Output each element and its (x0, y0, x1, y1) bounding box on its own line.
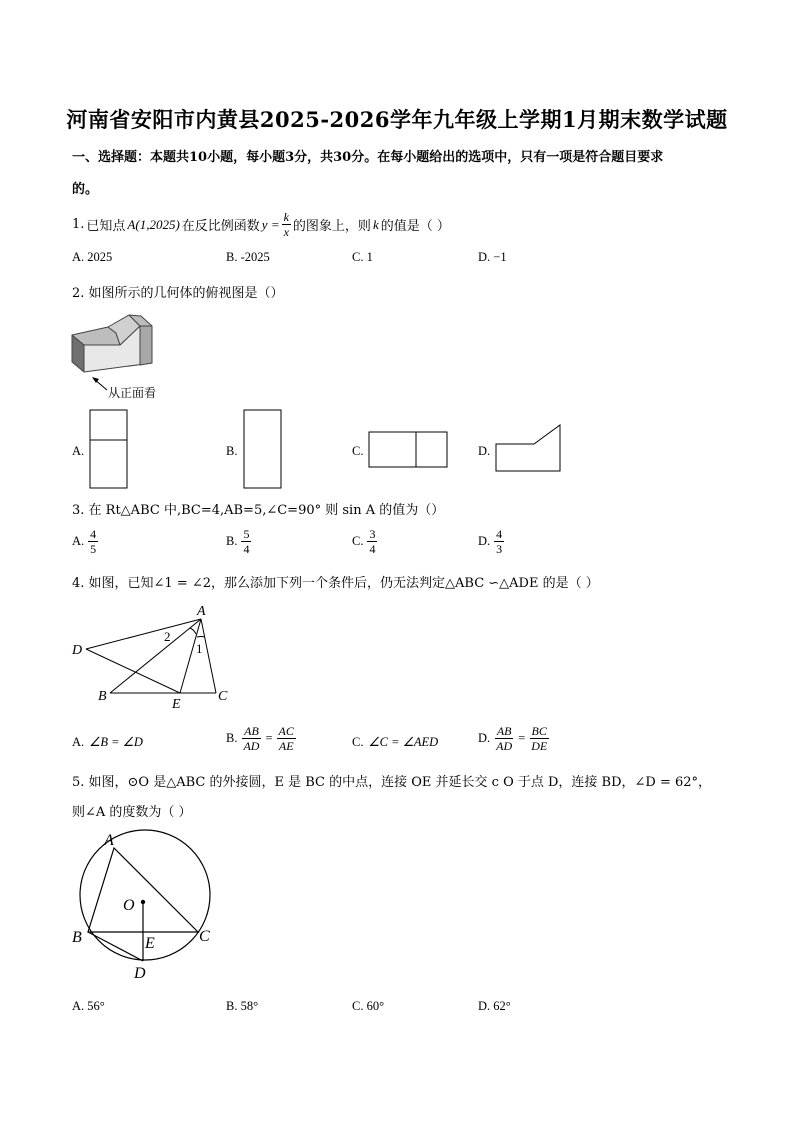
question-3: 3. 在 Rt△ABC 中,BC=4,AB=5,∠C=90° 则 sin A 的值为（） (72, 503, 445, 518)
q3-option-a-label: A. (72, 534, 85, 548)
question-4: 4. 如图，已知∠1 = ∠2，那么添加下列一个条件后，仍无法判定△ABC ∽△ADE 的是（ ） (72, 576, 599, 591)
q1-func-lhs: y = (261, 216, 280, 232)
q1-point: A(1,2025) (127, 216, 180, 232)
q2-option-b[interactable]: B. (226, 444, 238, 458)
q5-option-a[interactable]: A. 56° (72, 999, 105, 1013)
q4-option-d-label: D. (478, 731, 491, 745)
q5-option-b[interactable]: B. 58° (226, 999, 259, 1013)
q4-option-d-eq: = (518, 731, 526, 745)
q4-option-b-eq: = (265, 731, 273, 745)
q4-option-b-n2: AC (278, 724, 294, 738)
q4-option-c-label: C. (352, 734, 364, 749)
q4-label-c: C (218, 689, 228, 704)
q1-option-a[interactable]: A. 2025 (72, 250, 113, 264)
question-2: 2. 如图所示的几何体的俯视图是（） (72, 286, 284, 301)
q3-option-d-label: D. (478, 534, 491, 548)
q3-option-b-label: B. (226, 534, 238, 548)
q4-option-b-d2: AE (278, 739, 294, 753)
q1-option-c[interactable]: C. 1 (352, 250, 373, 264)
q1-k: k (372, 216, 379, 232)
q4-option-b-n1: AB (244, 724, 259, 738)
q5-label-o: O (123, 897, 135, 914)
q3-option-c-label: C. (352, 534, 364, 548)
q3-option-d-num: 4 (496, 527, 503, 541)
q3-option-a-den: 5 (90, 542, 97, 556)
question-5-line2: 则∠A 的度数为（ ） (72, 805, 192, 820)
q4-option-d-d1: AD (496, 739, 513, 753)
q2-option-c[interactable]: C. (352, 444, 364, 458)
q4-label-d: D (72, 643, 83, 658)
q1-func-denominator: x (283, 225, 289, 239)
page-title: 河南省安阳市内黄县2025-2026学年九年级上学期1月期末数学试题 (66, 107, 728, 132)
q3-option-b-num: 5 (243, 527, 250, 541)
q4-option-b-label: B. (226, 731, 238, 745)
q1-option-b[interactable]: B. -2025 (226, 250, 270, 264)
q2-view-label: 从正面看 (108, 386, 157, 400)
q5-label-c: C (199, 928, 210, 945)
q4-option-a-label: A. (72, 734, 85, 749)
q4-option-b-d1: AD (243, 739, 260, 753)
q2-option-a[interactable]: A. (72, 444, 85, 458)
q3-option-b-den: 4 (243, 542, 250, 556)
q4-label-a: A (197, 604, 206, 619)
q4-option-d-n1: AB (496, 724, 512, 738)
q5-label-d: D (134, 965, 146, 982)
q4-option-c-text: ∠C = ∠AED (368, 735, 439, 749)
section-heading-line2: 的。 (72, 182, 99, 197)
q4-option-d-d2: DE (531, 739, 548, 753)
section-heading-line1: 一、选择题：本题共10小题，每小题3分，共30分。在每小题给出的选项中，只有一项是符合题目要求 (72, 150, 664, 165)
question-5-line1: 5. 如图，⊙O 是△ABC 的外接圆，E 是 BC 的中点，连接 OE 并延长交 c O 于点 D，连接 BD，∠D = 62°， (72, 775, 712, 790)
q1-func-numerator: k (283, 210, 289, 224)
q4-option-a-text: ∠B = ∠D (89, 735, 143, 749)
q1-number: 1. (72, 217, 85, 232)
q4-label-angle-2: 2 (164, 629, 171, 644)
q1-text-4: 的值是（ ） (380, 219, 450, 234)
q4-label-b: B (98, 689, 107, 704)
q3-option-c-den: 4 (369, 542, 376, 556)
q2-option-d[interactable]: D. (478, 444, 491, 458)
q4-label-angle-1: 1 (196, 641, 203, 656)
q5-label-a: A (104, 832, 114, 849)
q5-label-e: E (145, 935, 155, 952)
q1-text-1: 已知点 (86, 219, 126, 234)
q3-option-a-num: 4 (90, 527, 97, 541)
q5-option-c[interactable]: C. 60° (352, 999, 385, 1013)
q1-text-2: 在反比例函数 (181, 219, 260, 234)
q5-label-b: B (72, 929, 82, 946)
q5-option-d[interactable]: D. 62° (478, 999, 511, 1013)
q4-label-e: E (172, 697, 181, 712)
q3-option-d-den: 3 (496, 542, 503, 556)
q1-option-d[interactable]: D. −1 (478, 250, 507, 264)
q1-text-3: 的图象上，则 (292, 219, 371, 234)
q3-option-c-num: 3 (369, 527, 376, 541)
q4-option-d-n2: BC (531, 724, 547, 738)
